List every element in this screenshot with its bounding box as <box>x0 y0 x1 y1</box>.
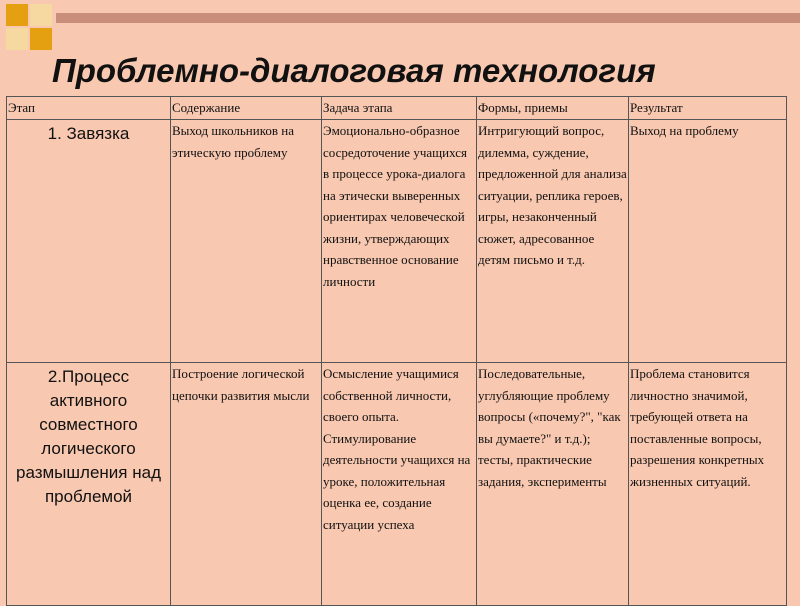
cell-stage: 1. Завязка <box>7 120 171 363</box>
deco-square-light-1 <box>30 4 52 26</box>
header-stage: Этап <box>7 97 171 120</box>
slide-title: Проблемно-диалоговая технология <box>52 52 656 89</box>
deco-square-light-2 <box>6 28 28 50</box>
cell-task: Эмоционально-образное сосредоточение учащихся в процессе урока-диалога на этически выверенных ориентирах человеческой жизни, утверждающих нравственное основание личности <box>322 120 477 363</box>
header-forms: Формы, приемы <box>477 97 629 120</box>
header-content: Содержание <box>171 97 322 120</box>
cell-content: Выход школьников на этическую проблему <box>171 120 322 363</box>
top-decor-bar <box>56 13 800 23</box>
header-result: Результат <box>629 97 787 120</box>
cell-forms: Интригующий вопрос, дилемма, суждение, предложенной для анализа ситуации, реплика героев, игры, незаконченный сюжет, адресованное детям письмо и т.д. <box>477 120 629 363</box>
cell-task: Осмысление учащимися собственной личности, своего опыта. Стимулирование деятельности учащихся на уроке, положительная оценка ее, создание ситуации успеха <box>322 363 477 606</box>
cell-forms: Последовательные, углубляющие проблему вопросы («почему?", "как вы думаете?" и т.д.); тесты, практические задания, эксперименты <box>477 363 629 606</box>
cell-stage: 2.Процесс активного совместного логического размышления над проблемой <box>7 363 171 606</box>
cell-result: Выход на проблему <box>629 120 787 363</box>
table-header-row <box>7 97 787 120</box>
cell-result: Проблема становится личностно значимой, требующей ответа на поставленные вопросы, разрешения конкретных жизненных ситуаций. <box>629 363 787 606</box>
deco-square-orange-1 <box>6 4 28 26</box>
cell-content: Построение логической цепочки развития мысли <box>171 363 322 606</box>
table-row <box>7 120 787 363</box>
header-task: Задача этапа <box>322 97 477 120</box>
deco-square-orange-2 <box>30 28 52 50</box>
table-row <box>7 363 787 606</box>
technology-table <box>6 96 787 606</box>
